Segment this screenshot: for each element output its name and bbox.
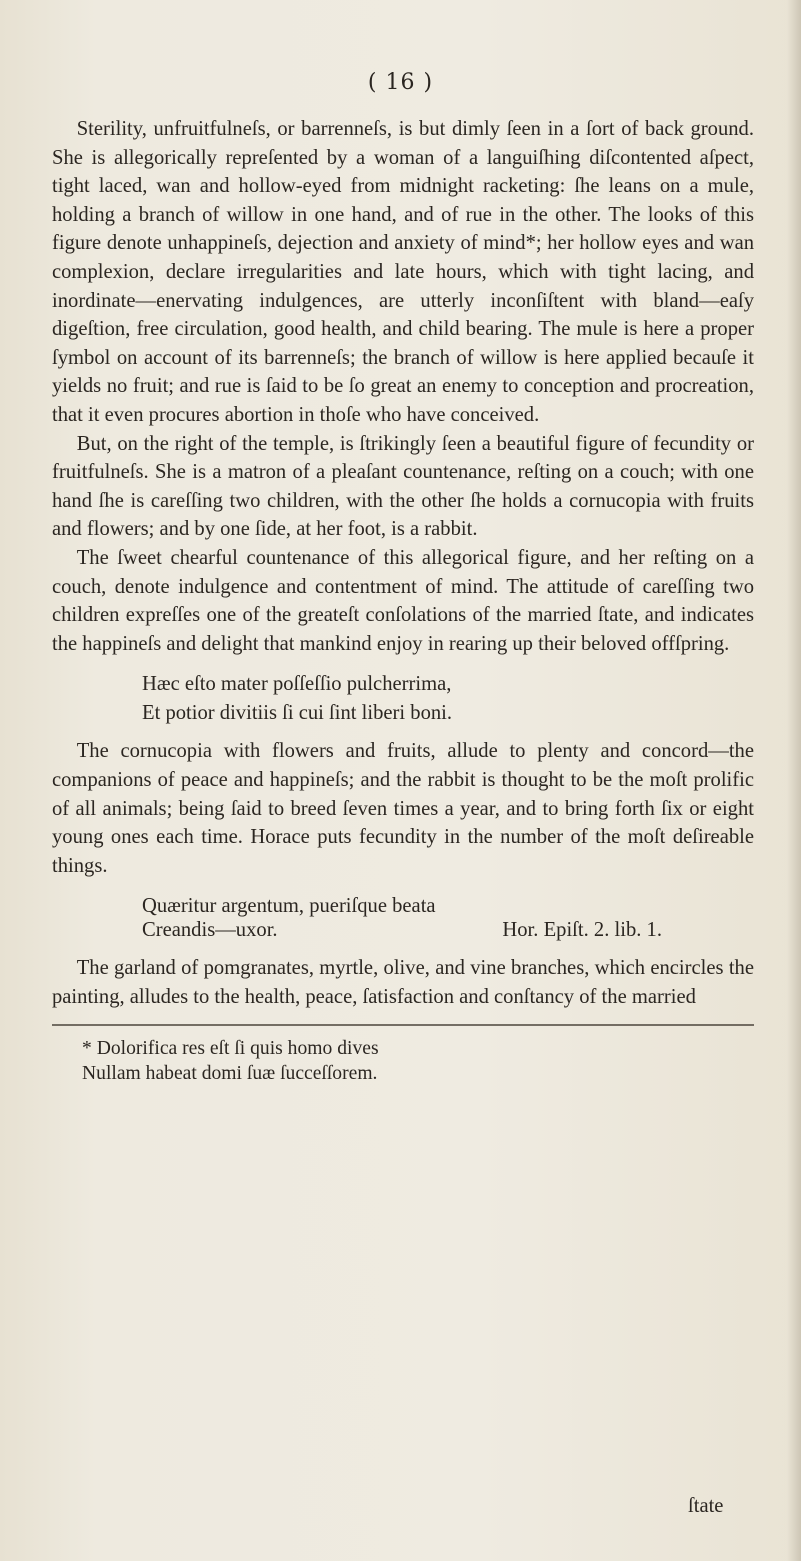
paragraph-countenance: The ſweet chearful countenance of this allegorical figure, and her reſting on a couch, denote indulgence and contentment of mind. The attitude of careſſing two children expreſſes one of the greateſt conſolations of the married ſtate, and indicates the happineſs and delight that mankind enjoy in rearing up their beloved offſpring. [52,546,754,655]
horace-quote-line: Creandis—uxor. [142,919,278,942]
footnote [82,1036,754,1086]
paragraph-garland: The garland of pomgranates, myrtle, olive, and vine branches, which encircles the painting, alludes to the health, peace, ſatisfaction and conſtancy of the married [52,957,754,1009]
latin-quote-line: Et potior divitiis ſi cui ſint liberi boni. [142,701,453,724]
paragraph-fecundity: But, on the right of the temple, is ſtrikingly ſeen a beautiful figure of fecundity or fruitfulneſs. She is a matron of a pleaſant countenance, reſting on a couch; with one hand ſhe is careſſing two children, with the other ſhe holds a cornucopia with fruits and flowers; and by one ſide, at her foot, is a rabbit. [52,432,754,541]
horace-quote-line: Quæritur argentum, pueriſque beata [142,895,436,918]
footnote-rule [52,1024,754,1026]
paragraph-cornucopia: The cornucopia with flowers and fruits, allude to plenty and concord—the companions of peace and happineſs; and the rabbit is thought to be the moſt prolific of all animals; being ſaid to breed ſeven times a year, and to bring forth ſix or eight young ones each time. Horace puts fecundity in the number of the moſt deſireable things. [52,740,754,877]
footnote-line: * Dolorifica res eſt ſi quis homo dives [82,1037,379,1059]
footnote-line: Nullam habeat domi ſuæ ſucceſſorem. [82,1062,378,1084]
catchword: ſtate [688,1495,724,1517]
latin-quote [142,670,754,727]
horace-quote-source: Hor. Epiſt. 2. lib. 1. [502,919,662,942]
latin-quote-line: Hæc eſto mater poſſeſſio pulcherrima, [142,673,452,696]
page-edge-shadow [787,0,801,1561]
paragraph-sterility: Sterility, unfruitfulneſs, or barrenneſs, is but dimly ſeen in a ſort of back ground. She is allegorically repreſented by a woman of a languiſhing diſcontented aſpect, tight laced, wan and hollow-eyed from midnight racketing: ſhe leans on a mule, holding a branch of willow in one hand, and of rue in the other. The looks of this figure denote unhappineſs, dejection and anxiety of mind*; her hollow eyes and wan complexion, declare irregularities and late hours, which with tight lacing, and inordinate—enervating indulgences, are utterly inconſiſtent with bland—eaſy digeſtion, free circulation, good health, and child bearing. The mule is here a proper ſymbol on account of its barrenneſs; the branch of willow is here applied becauſe it yields no fruit; and rue is ſaid to be ſo great an enemy to conception and procreation, that it even procures abortion in thoſe who have conceived. [52,118,754,426]
horace-quote [142,894,754,942]
page-number: ( 16 ) [367,70,434,95]
body-text [52,115,754,1086]
